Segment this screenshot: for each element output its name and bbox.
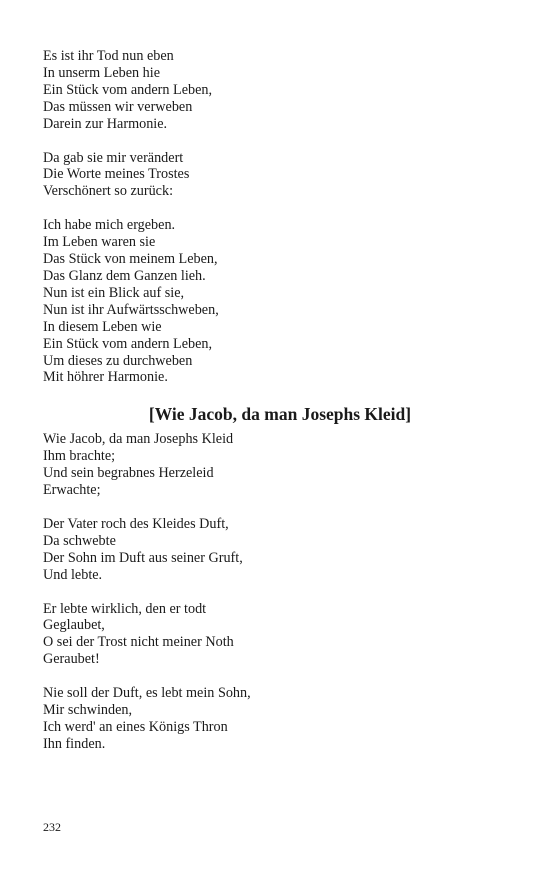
verse-line: O sei der Trost nicht meiner Noth (43, 634, 234, 651)
verse-line: Ihn finden. (43, 735, 106, 752)
verse-line: Geglaubet, (43, 617, 105, 634)
verse-line: Das müssen wir verweben (43, 98, 193, 115)
stanza (43, 431, 503, 499)
verse-line: Im Leben waren sie (43, 234, 156, 251)
verse-line: In diesem Leben wie (43, 318, 162, 335)
verse-line: Erwachte; (43, 482, 101, 499)
verse-line: Das Glanz dem Ganzen lieh. (43, 267, 206, 284)
verse-line: In unserm Leben hie (43, 64, 161, 81)
poem-1 (43, 48, 503, 386)
verse-line: Verschönert so zurück: (43, 183, 174, 200)
stanza (43, 685, 503, 753)
stanza (43, 217, 503, 386)
page-body (43, 48, 503, 770)
verse-line: Er lebte wirklich, den er todt (43, 600, 207, 617)
verse-line: Da gab sie mir verändert (43, 149, 184, 166)
verse-line: Ich werd' an eines Königs Thron (43, 719, 228, 735)
stanza (43, 516, 503, 584)
verse-line: Es ist ihr Tod nun eben (43, 48, 174, 64)
stanza (43, 150, 503, 201)
verse-line: Ein Stück vom andern Leben, (43, 335, 213, 352)
stanza (43, 601, 503, 669)
verse-line: Ihm brachte; (43, 448, 116, 465)
poem-2 (43, 404, 503, 753)
verse-line: Um dieses zu durchweben (43, 352, 193, 369)
poem-title: [Wie Jacob, da man Josephs Kleid] (148, 404, 412, 425)
verse-line: Die Worte meines Trostes (43, 166, 190, 183)
verse-line: Mir schwinden, (43, 702, 133, 719)
verse-line: Und lebte. (43, 566, 103, 583)
verse-line: Nun ist ihr Aufwärtsschweben, (43, 301, 219, 318)
verse-line: Ich habe mich ergeben. (43, 217, 176, 234)
verse-line: Nun ist ein Blick auf sie, (43, 284, 185, 301)
verse-line: Der Sohn im Duft aus seiner Gruft, (43, 549, 243, 566)
verse-line: Der Vater roch des Kleides Duft, (43, 515, 229, 532)
verse-line: Wie Jacob, da man Josephs Kleid (43, 431, 234, 448)
verse-line: Darein zur Harmonie. (43, 115, 168, 132)
verse-line: Geraubet! (43, 651, 100, 668)
verse-line: Nie soll der Duft, es lebt mein Sohn, (43, 685, 251, 702)
verse-line: Ein Stück vom andern Leben, (43, 81, 213, 98)
page-number: 232 (43, 820, 61, 834)
verse-line: Das Stück von meinem Leben, (43, 251, 218, 268)
stanza (43, 48, 503, 133)
verse-line: Da schwebte (43, 532, 116, 549)
verse-line: Und sein begrabnes Herzeleid (43, 465, 214, 482)
verse-line: Mit höhrer Harmonie. (43, 369, 168, 386)
